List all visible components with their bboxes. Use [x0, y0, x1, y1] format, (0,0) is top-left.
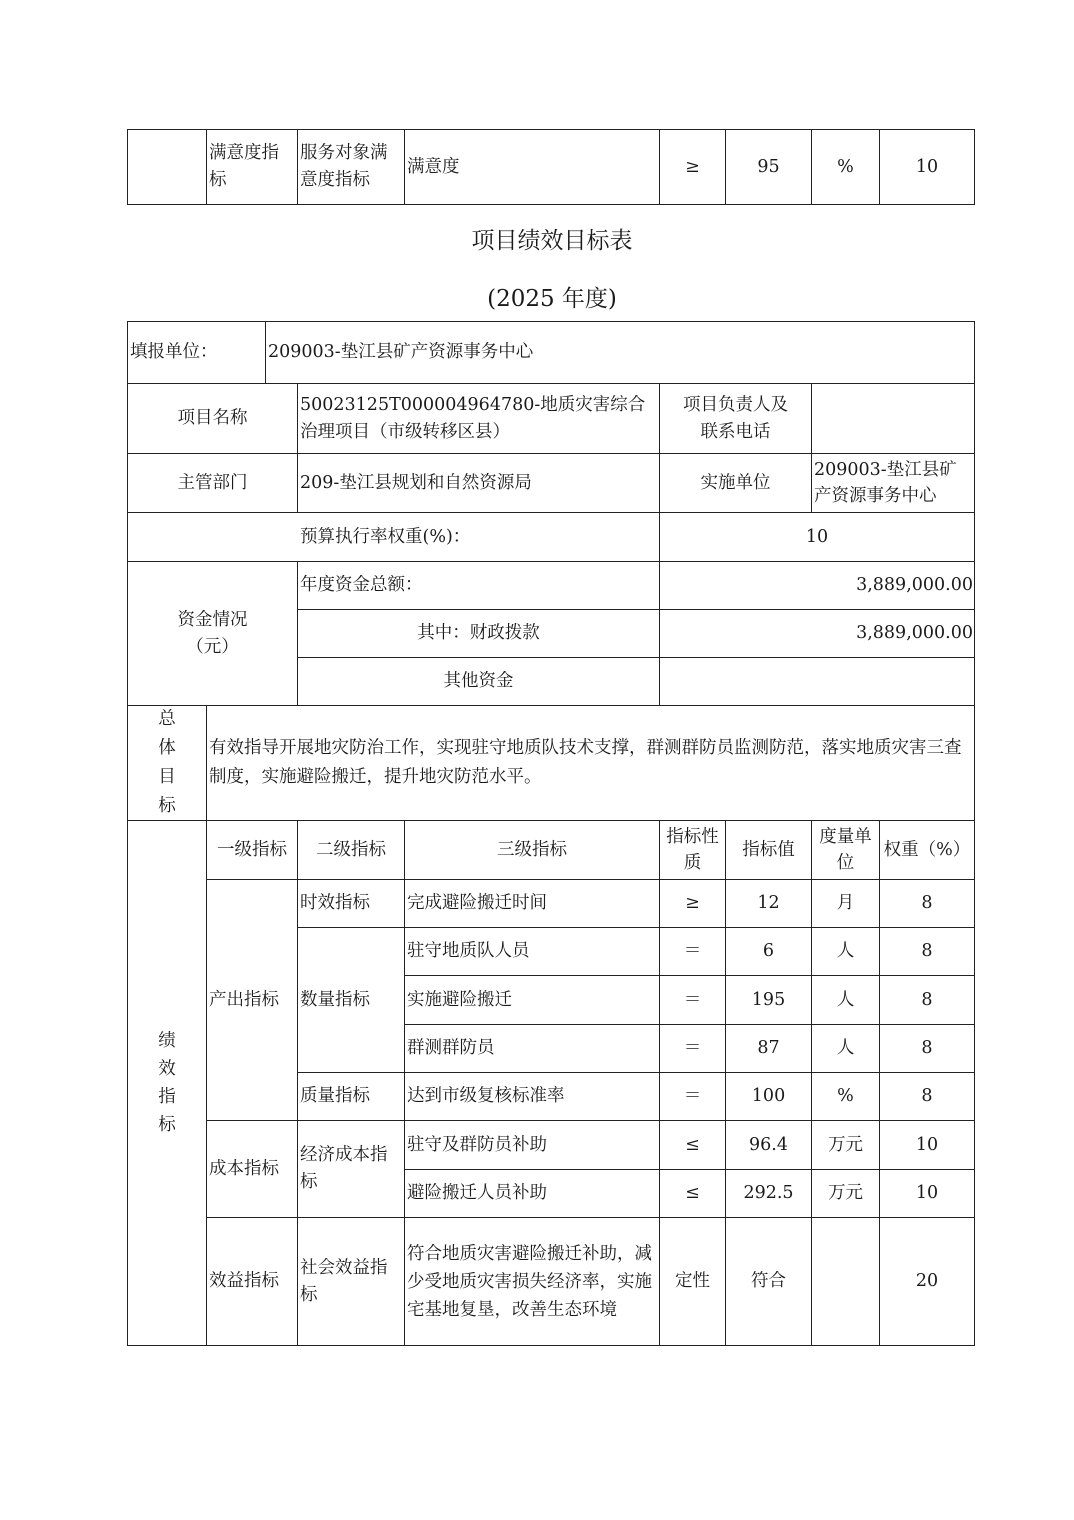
indicator-row-7-indicator: 符合地质灾害避险搬迁补助，减少受地质灾害损失经济率，实施宅基地复垦，改善生态环境 — [404, 1217, 660, 1346]
prev-row-unit: % — [811, 129, 880, 205]
indicator-row-3-weight: 8 — [879, 1024, 975, 1073]
indicator-row-6-unit: 万元 — [811, 1169, 880, 1218]
budget-rate-label: 预算执行率权重(%)： — [127, 512, 660, 562]
dept-value: 209-垫江县规划和自然资源局 — [297, 453, 660, 513]
indicator-row-1-operator: ＝ — [659, 927, 726, 976]
reporting-unit-label: 填报单位： — [127, 321, 266, 384]
indicator-row-7-operator: 定性 — [659, 1217, 726, 1346]
prev-row-level3: 服务对象满意度指标 — [297, 129, 405, 205]
header-unit: 度量单位 — [811, 820, 880, 880]
header-weight: 权重（%） — [879, 820, 975, 880]
indicator-row-7-unit — [811, 1217, 880, 1346]
funds-fiscal-label: 其中：财政拨款 — [297, 609, 660, 658]
level2-economic-cost: 经济成本指标 — [297, 1120, 405, 1218]
indicator-row-5-indicator: 驻守及群防员补助 — [404, 1120, 660, 1170]
header-level1: 一级指标 — [206, 820, 298, 880]
indicator-row-5-unit: 万元 — [811, 1120, 880, 1170]
level1-output: 产出指标 — [206, 879, 298, 1121]
indicator-row-4-indicator: 达到市级复核标准率 — [404, 1072, 660, 1121]
indicator-row-3-indicator: 群测群防员 — [404, 1024, 660, 1073]
indicator-row-2-indicator: 实施避险搬迁 — [404, 975, 660, 1025]
reporting-unit-value: 209003-垫江县矿产资源事务中心 — [265, 321, 975, 384]
indicator-row-2-unit: 人 — [811, 975, 880, 1025]
level2-timeliness: 时效指标 — [297, 879, 405, 928]
prev-row-indicator: 满意度 — [404, 129, 660, 205]
prev-row-level1 — [127, 129, 207, 205]
level2-social-benefit: 社会效益指标 — [297, 1217, 405, 1346]
budget-rate-value: 10 — [659, 512, 975, 562]
indicator-row-6-operator: ≤ — [659, 1169, 726, 1218]
indicator-row-7-value: 符合 — [725, 1217, 812, 1346]
contact-value — [811, 383, 975, 454]
indicator-row-1-unit: 人 — [811, 927, 880, 976]
funds-label: 资金情况（元） — [127, 561, 298, 706]
indicator-row-5-value: 96.4 — [725, 1120, 812, 1170]
indicator-row-2-operator: ＝ — [659, 975, 726, 1025]
indicator-row-4-value: 100 — [725, 1072, 812, 1121]
prev-row-weight: 10 — [879, 129, 975, 205]
indicators-section-label-text: 绩效指标 — [158, 1031, 176, 1135]
indicator-row-5-operator: ≤ — [659, 1120, 726, 1170]
funds-total-value: 3,889,000.00 — [659, 561, 975, 610]
project-name-value: 50023125T000004964780-地质灾害综合治理项目（市级转移区县） — [297, 383, 660, 454]
indicator-row-3-unit: 人 — [811, 1024, 880, 1073]
page-subtitle: (2025 年度) — [487, 286, 617, 312]
indicator-row-4-unit: % — [811, 1072, 880, 1121]
contact-label: 项目负责人及联系电话 — [659, 383, 812, 454]
funds-fiscal-value: 3,889,000.00 — [659, 609, 975, 658]
indicators-section-label — [127, 820, 207, 1346]
funds-other-label: 其他资金 — [297, 657, 660, 706]
indicator-row-4-weight: 8 — [879, 1072, 975, 1121]
indicator-row-0-indicator: 完成避险搬迁时间 — [404, 879, 660, 928]
impl-unit-label: 实施单位 — [659, 453, 812, 513]
header-level3: 三级指标 — [404, 820, 660, 880]
indicator-row-5-weight: 10 — [879, 1120, 975, 1170]
indicator-row-3-operator: ＝ — [659, 1024, 726, 1073]
header-level2: 二级指标 — [297, 820, 405, 880]
level1-cost: 成本指标 — [206, 1120, 298, 1218]
indicator-row-0-operator: ≥ — [659, 879, 726, 928]
overall-goal-text: 有效指导开展地灾防治工作，实现驻守地质队技术支撑，群测群防员监测防范，落实地质灾害三查制度，实施避险搬迁，提升地灾防范水平。 — [206, 705, 975, 821]
header-nature: 指标性质 — [659, 820, 726, 880]
indicator-row-4-operator: ＝ — [659, 1072, 726, 1121]
overall-goal-label — [127, 705, 207, 821]
indicator-row-6-indicator: 避险搬迁人员补助 — [404, 1169, 660, 1218]
level2-quantity: 数量指标 — [297, 927, 405, 1073]
prev-row-value: 95 — [725, 129, 812, 205]
indicator-row-6-value: 292.5 — [725, 1169, 812, 1218]
overall-goal-label-text: 总体目标 — [158, 709, 176, 816]
header-value: 指标值 — [725, 820, 812, 880]
indicator-row-0-weight: 8 — [879, 879, 975, 928]
page-title: 项目绩效目标表 — [471, 228, 633, 254]
level2-quality: 质量指标 — [297, 1072, 405, 1121]
indicator-row-1-indicator: 驻守地质队人员 — [404, 927, 660, 976]
prev-row-level2: 满意度指标 — [206, 129, 298, 205]
prev-row-operator: ≥ — [659, 129, 726, 205]
dept-label: 主管部门 — [127, 453, 298, 513]
indicator-row-3-value: 87 — [725, 1024, 812, 1073]
indicator-row-0-unit: 月 — [811, 879, 880, 928]
indicator-row-6-weight: 10 — [879, 1169, 975, 1218]
indicator-row-1-value: 6 — [725, 927, 812, 976]
indicator-row-7-weight: 20 — [879, 1217, 975, 1346]
level1-benefit: 效益指标 — [206, 1217, 298, 1346]
indicator-row-1-weight: 8 — [879, 927, 975, 976]
indicator-row-2-value: 195 — [725, 975, 812, 1025]
funds-total-label: 年度资金总额： — [297, 561, 660, 610]
funds-other-value — [659, 657, 975, 706]
impl-unit-value: 209003-垫江县矿产资源事务中心 — [811, 453, 975, 513]
indicator-row-2-weight: 8 — [879, 975, 975, 1025]
project-name-label: 项目名称 — [127, 383, 298, 454]
indicator-row-0-value: 12 — [725, 879, 812, 928]
